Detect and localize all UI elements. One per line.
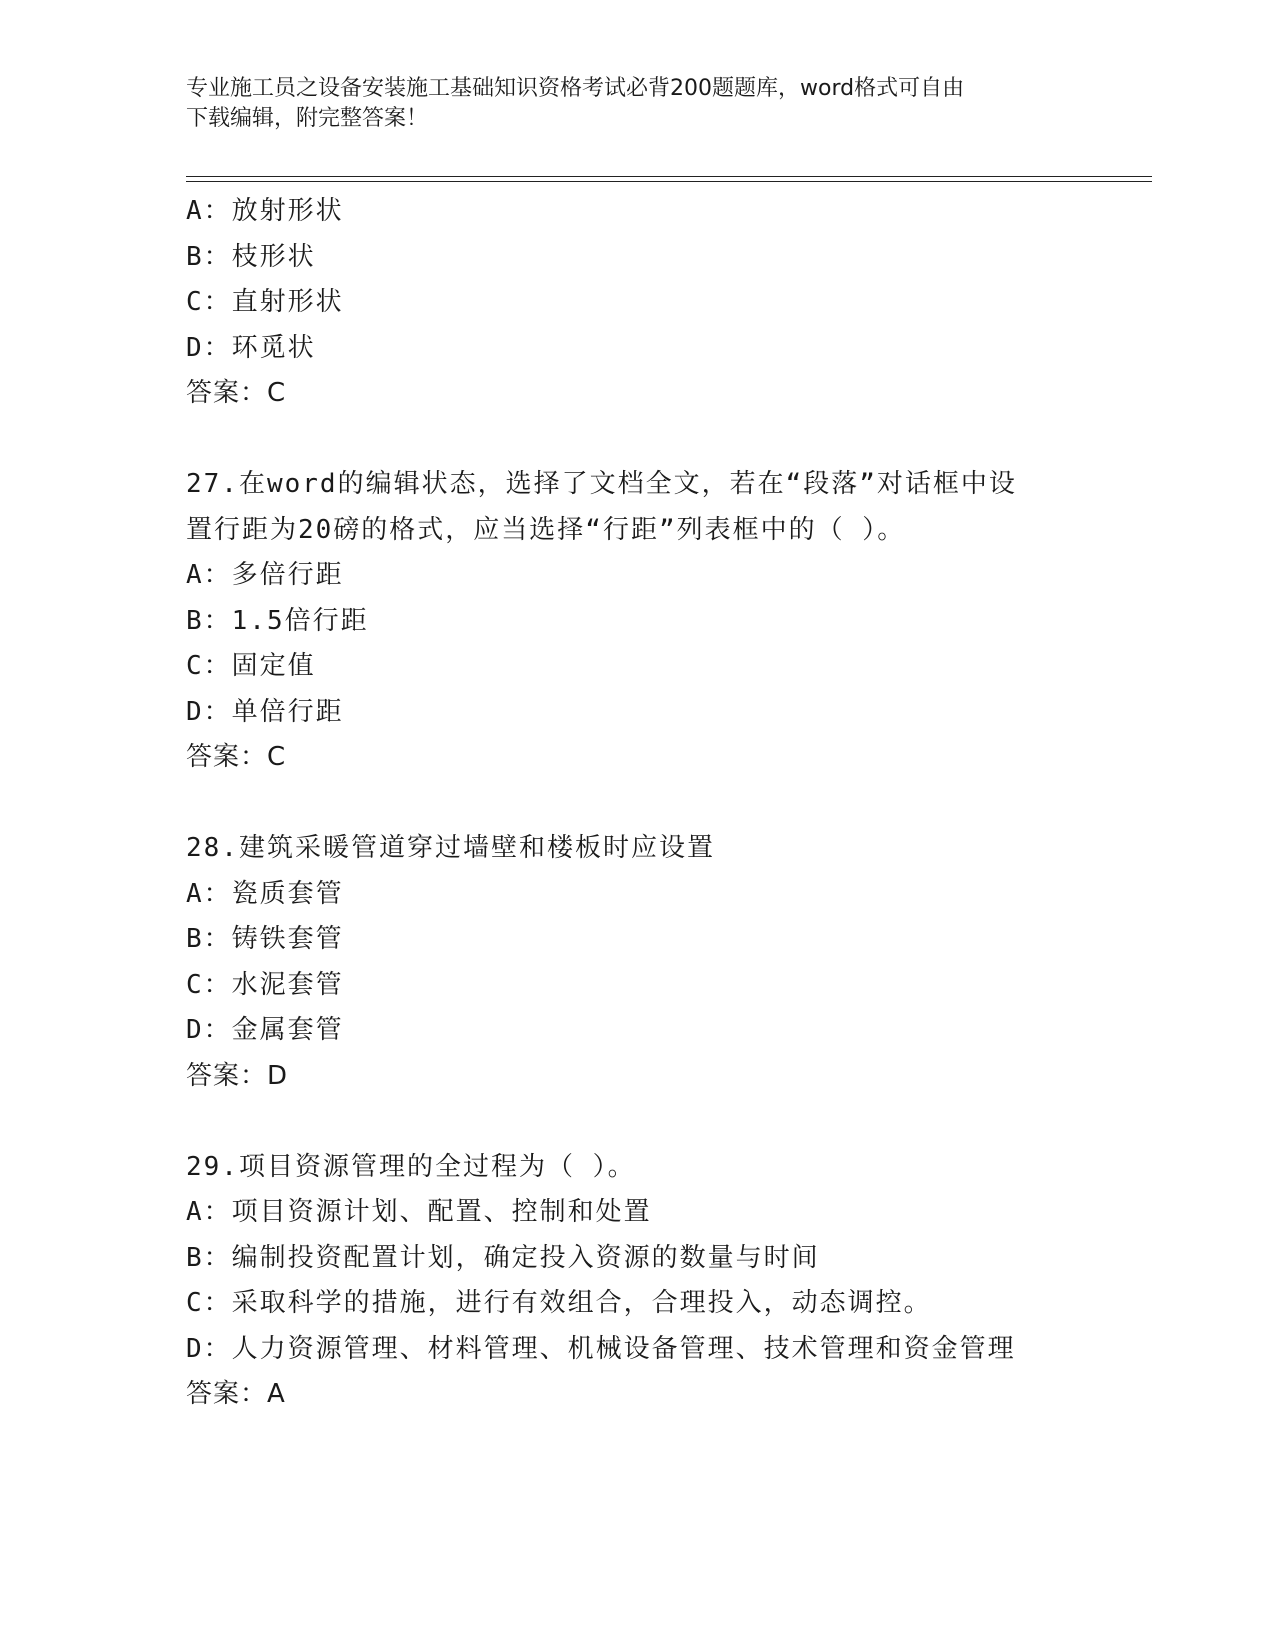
header-line-2: 下载编辑，附完整答案！ — [186, 106, 429, 131]
option-d: D：金属套管 — [186, 1015, 344, 1045]
option-c: C：采取科学的措施，进行有效组合，合理投入，动态调控。 — [186, 1288, 932, 1318]
option-d: D：单倍行距 — [186, 696, 344, 727]
option-b: B：枝形状 — [186, 241, 316, 272]
option-d: D：人力资源管理、材料管理、机械设备管理、技术管理和资金管理 — [186, 1333, 1016, 1364]
question-28 — [186, 826, 1086, 1099]
option-a: A：多倍行距 — [186, 560, 344, 590]
question-stem-line-1: 28.建筑采暖管道穿过墙壁和楼板时应设置 — [186, 833, 715, 863]
question-stem-line-2: 置行距为20磅的格式，应当选择“行距”列表框中的（ ）。 — [186, 514, 906, 545]
question-29 — [186, 1145, 1086, 1418]
question-26 — [186, 189, 1086, 417]
option-a: A：放射形状 — [186, 196, 344, 226]
document-header — [186, 74, 1066, 134]
spacer — [186, 781, 1086, 827]
answer: 答案：A — [186, 1379, 286, 1409]
option-c: C：直射形状 — [186, 287, 344, 317]
option-b: B：铸铁套管 — [186, 924, 344, 954]
option-c: C：固定值 — [186, 651, 316, 681]
option-a: A：瓷质套管 — [186, 878, 344, 909]
option-c: C：水泥套管 — [186, 969, 344, 1000]
question-stem-line-1: 29.项目资源管理的全过程为（ ）。 — [186, 1151, 636, 1182]
answer: 答案：C — [186, 742, 287, 772]
question-27 — [186, 462, 1086, 781]
option-d: D：环觅状 — [186, 332, 316, 363]
answer: 答案：D — [186, 1060, 289, 1091]
answer: 答案：C — [186, 378, 287, 408]
spacer — [186, 417, 1086, 463]
header-line-1: 专业施工员之设备安装施工基础知识资格考试必背200题题库，word格式可自由 — [186, 76, 965, 101]
question-list — [186, 189, 1086, 1418]
option-b: B：1.5倍行距 — [186, 605, 369, 636]
option-a: A：项目资源计划、配置、控制和处置 — [186, 1197, 652, 1227]
option-b: B：编制投资配置计划，确定投入资源的数量与时间 — [186, 1242, 820, 1273]
question-stem-line-1: 27.在word的编辑状态，选择了文档全文，若在“段落”对话框中设 — [186, 469, 1017, 499]
spacer — [186, 1099, 1086, 1145]
header-rule-top — [186, 176, 1152, 177]
header-rule-bottom — [186, 181, 1152, 182]
